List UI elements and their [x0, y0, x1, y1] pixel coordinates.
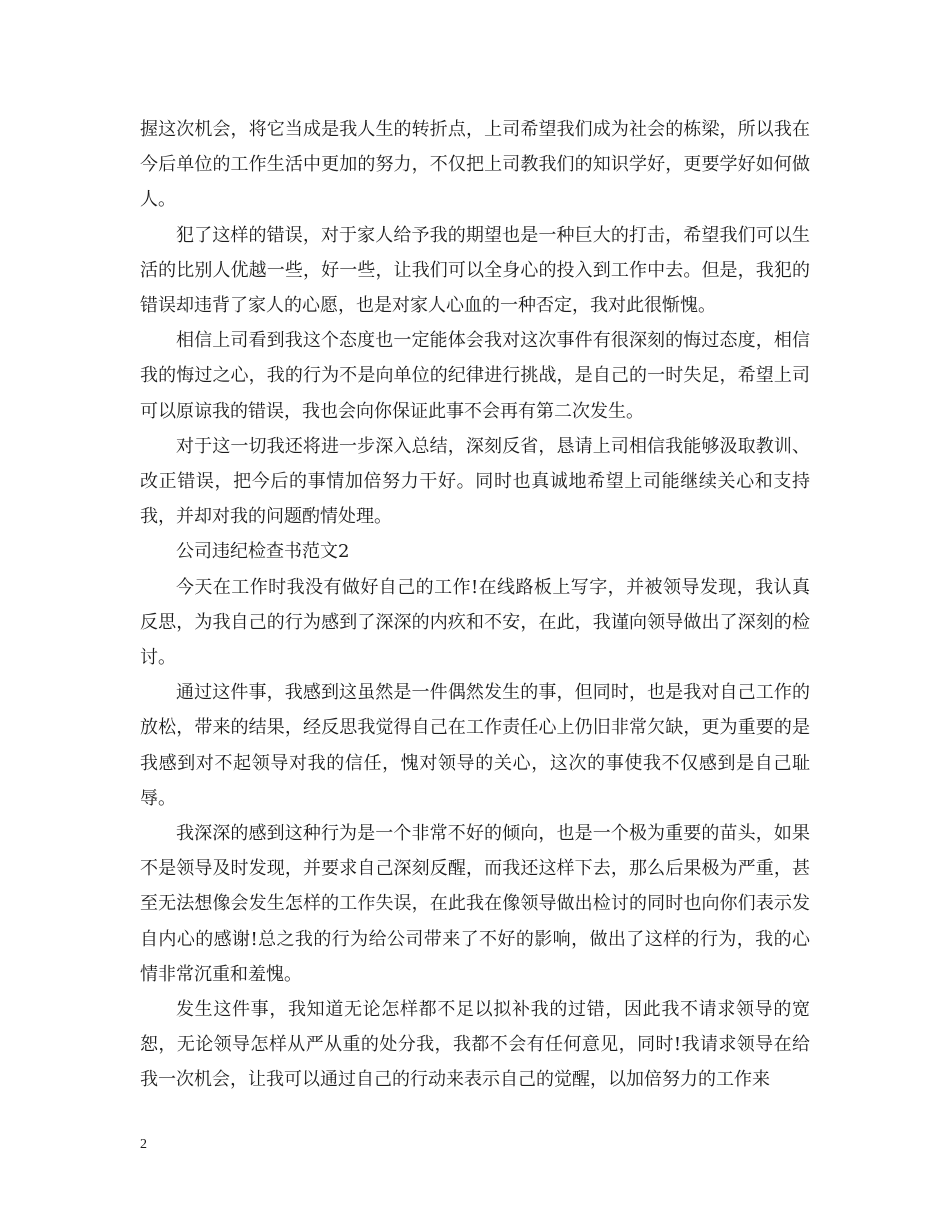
paragraph-7: 通过这件事，我感到这虽然是一件偶然发生的事，但同时，也是我对自己工作的放松，带来的结果，经反思我觉得自己在工作责任心上仍旧非常欠缺，更为重要的是我感到对不起领导对我的信任，愧对领导的关心，这次的事使我不仅感到是自己耻辱。 [140, 682, 810, 809]
paragraph-4: 对于这一切我还将进一步深入总结，深刻反省，恳请上司相信我能够汲取教训、改正错误，把今后的事情加倍努力干好。同时也真诚地希望上司能继续关心和支持我，并却对我的问题酌情处理。 [140, 435, 810, 528]
paragraph-6: 今天在工作时我没有做好自己的工作!在线路板上写字，并被领导发现，我认真反思，为我自己的行为感到了深深的内疚和不安，在此，我谨向领导做出了深刻的检讨。 [140, 576, 810, 669]
section-heading: 公司违纪检查书范文2 [176, 541, 350, 563]
paragraph-9: 发生这件事，我知道无论怎样都不足以拟补我的过错，因此我不请求领导的宽恕，无论领导怎样从严从重的处分我，我都不会有任何意见，同时!我请求领导在给我一次机会，让我可以通过自己的行动来表示自己的觉醒，以加倍努力的工作来 [140, 999, 810, 1091]
paragraph-3: 相信上司看到我这个态度也一定能体会我对这次事件有很深刻的悔过态度，相信我的悔过之心，我的行为不是向单位的纪律进行挑战，是自己的一时失足，希望上司可以原谅我的错误，我也会向你保证此事不会再有第二次发生。 [140, 330, 810, 422]
page-number: 2 [140, 1137, 147, 1152]
paragraph-1: 握这次机会，将它当成是我人生的转折点，上司希望我们成为社会的栋梁，所以我在今后单位的工作生活中更加的努力，不仅把上司教我们的知识学好，更要学好如何做人。 [140, 119, 810, 211]
paragraph-8: 我深深的感到这种行为是一个非常不好的倾向，也是一个极为重要的苗头，如果不是领导及时发现，并要求自己深刻反醒，而我还这样下去，那么后果极为严重，甚至无法想像会发生怎样的工作失误，在此我在像领导做出检讨的同时也向你们表示发自内心的感谢!总之我的行为给公司带来了不好的影响，做出了这样的行为，我的心情非常沉重和羞愧。 [140, 823, 810, 985]
paragraph-2: 犯了这样的错误，对于家人给予我的期望也是一种巨大的打击，希望我们可以生活的比别人优越一些，好一些，让我们可以全身心的投入到工作中去。但是，我犯的错误却违背了家人的心愿，也是对家人心血的一种否定，我对此很惭愧。 [140, 224, 810, 317]
document-body [140, 112, 810, 1098]
